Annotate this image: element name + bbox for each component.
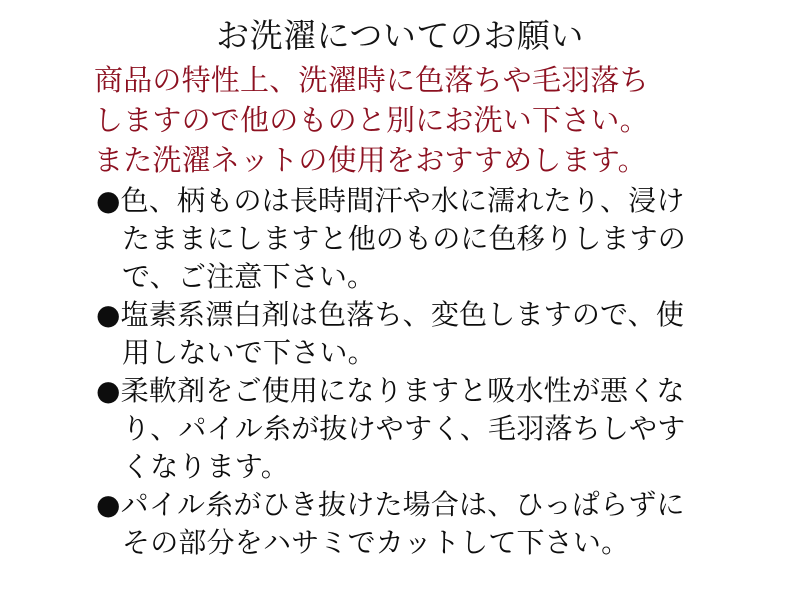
list-item-text: 柔軟剤をご使用になりますと吸水性が悪くな [120, 374, 685, 407]
warning-line: しますので他のものと別にお洗い下さい。 [94, 103, 649, 137]
care-notes-list [18, 182, 782, 562]
list-item-text: 用しないで下さい。 [122, 336, 376, 369]
list-item-text: たままにしますと他のものに色移りしますの [122, 222, 687, 255]
list-item [18, 486, 782, 562]
list-item-text: 塩素系漂白剤は色落ち、変色しますので、使 [120, 298, 685, 331]
bullet-dot-icon: ● [96, 298, 121, 331]
list-item-text: り、パイル糸が抜けやすく、毛羽落ちしやす [122, 412, 686, 445]
list-item-text: で、ご注意下さい。 [122, 260, 376, 293]
list-item-first-line [96, 486, 782, 524]
list-item-text: その部分をハサミでカットして下さい。 [122, 526, 630, 559]
list-item-first-line [96, 182, 782, 220]
list-item-text: 色、柄ものは長時間汗や水に濡れたり、浸け [120, 184, 685, 217]
list-item [18, 182, 782, 296]
bullet-dot-icon: ● [96, 374, 121, 407]
bullet-dot-icon: ● [96, 184, 121, 217]
list-item-first-line [96, 296, 782, 334]
list-item [18, 372, 782, 486]
list-item-text: くなります。 [122, 450, 289, 483]
list-item-text: パイル糸がひき抜けた場合は、ひっぱらずに [120, 488, 685, 521]
list-item [18, 296, 782, 372]
page-title: お洗濯についてのお願い [216, 16, 584, 55]
warning-text-block [18, 60, 782, 180]
warning-line: 商品の特性上、洗濯時に色落ちや毛羽落ち [94, 63, 649, 97]
list-item-first-line [96, 372, 782, 410]
bullet-dot-icon: ● [96, 488, 121, 521]
warning-line: また洗濯ネットの使用をおすすめします。 [94, 143, 647, 177]
